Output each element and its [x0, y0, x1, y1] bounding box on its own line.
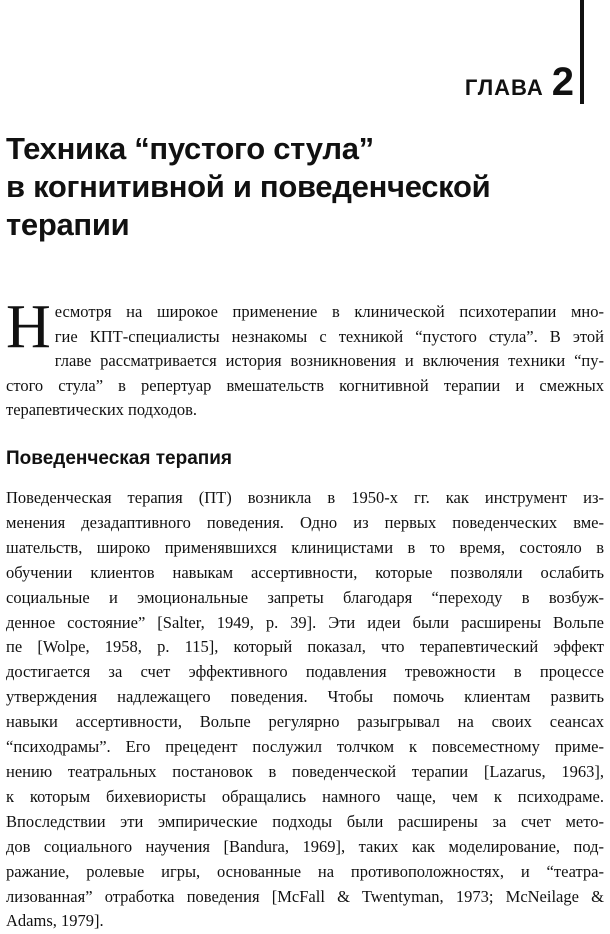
body-line: обучении клиентов навыкам ассертивности, которые позволяли ослабить	[6, 562, 604, 582]
intro-line: терапевтических подходов.	[6, 400, 197, 419]
body-line: “психодрамы”. Его прецедент послужил толчком к повсеместному приме-	[6, 737, 604, 757]
chapter-word: ГЛАВА	[464, 75, 544, 100]
drop-cap: Н	[6, 293, 51, 361]
body-line: дов социального научения [Bandura, 1969], таких как моделирование, под-	[6, 836, 604, 856]
body-line: пе [Wolpe, 1958, p. 115], который показал, что терапевтический эффект	[6, 637, 604, 657]
body-line: ражание, ролевые игры, основанные на противоположностях, и “театра-	[6, 861, 604, 881]
body-line: шательств, широко применявшихся клиницистами в то время, состояло в	[6, 537, 604, 557]
body-line: достигается за счет эффективного подавления тревожности в процессе	[6, 662, 604, 682]
body-line: социальные и эмоциональные запреты благодаря “переходу в возбуж-	[6, 587, 604, 607]
body-line: нению театральных постановок в поведенческой терапии [Lazarus, 1963],	[6, 761, 604, 781]
chapter-label	[465, 62, 574, 102]
body-paragraph	[6, 486, 604, 934]
title-line: Техника “пустого стула”	[6, 131, 374, 166]
body-line: денное состояние” [Salter, 1949, p. 39]. Эти идеи были расширены Вольпе	[6, 612, 604, 632]
body-line: утверждения надлежащего поведения. Чтобы помочь клиентам развить	[6, 687, 604, 707]
body-line: к которым бихевиористы обращались намного чаще, чем к психодраме.	[6, 786, 604, 806]
intro-line: гие КПТ-специалисты незнакомы с техникой “пустого стула”. В этой	[54, 326, 604, 346]
intro-paragraph	[6, 293, 604, 423]
section-heading: Поведенческая терапия	[6, 448, 233, 469]
body-line: лизованная” отработка поведения [McFall & Twentyman, 1973; McNeilage &	[6, 886, 604, 906]
intro-line: главе рассматривается история возникновения и включения техники “пу-	[54, 351, 604, 370]
body-line: Adams, 1979].	[6, 911, 104, 931]
chapter-title	[6, 130, 576, 244]
title-line: терапии	[6, 207, 130, 242]
body-line: Поведенческая терапия (ПТ) возникла в 1950-х гг. как инструмент из-	[6, 488, 604, 507]
body-line: Впоследствии эти эмпирические подходы были расширены за счет мето-	[6, 811, 604, 831]
intro-line: стого стула” в репертуар вмешательств когнитивной терапии и смежных	[6, 375, 604, 395]
title-line: в когнитивной и поведенческой	[6, 169, 491, 204]
intro-line: есмотря на широкое применение в клинической психотерапии мно-	[54, 302, 604, 321]
body-line: навыки ассертивности, Вольпе регулярно разыгрывал на своих сеансах	[6, 712, 604, 732]
chapter-number: 2	[551, 60, 574, 104]
chapter-rule	[580, 0, 584, 104]
body-line: менения дезадаптивного поведения. Одно из первых поведенческих вме-	[6, 512, 604, 532]
